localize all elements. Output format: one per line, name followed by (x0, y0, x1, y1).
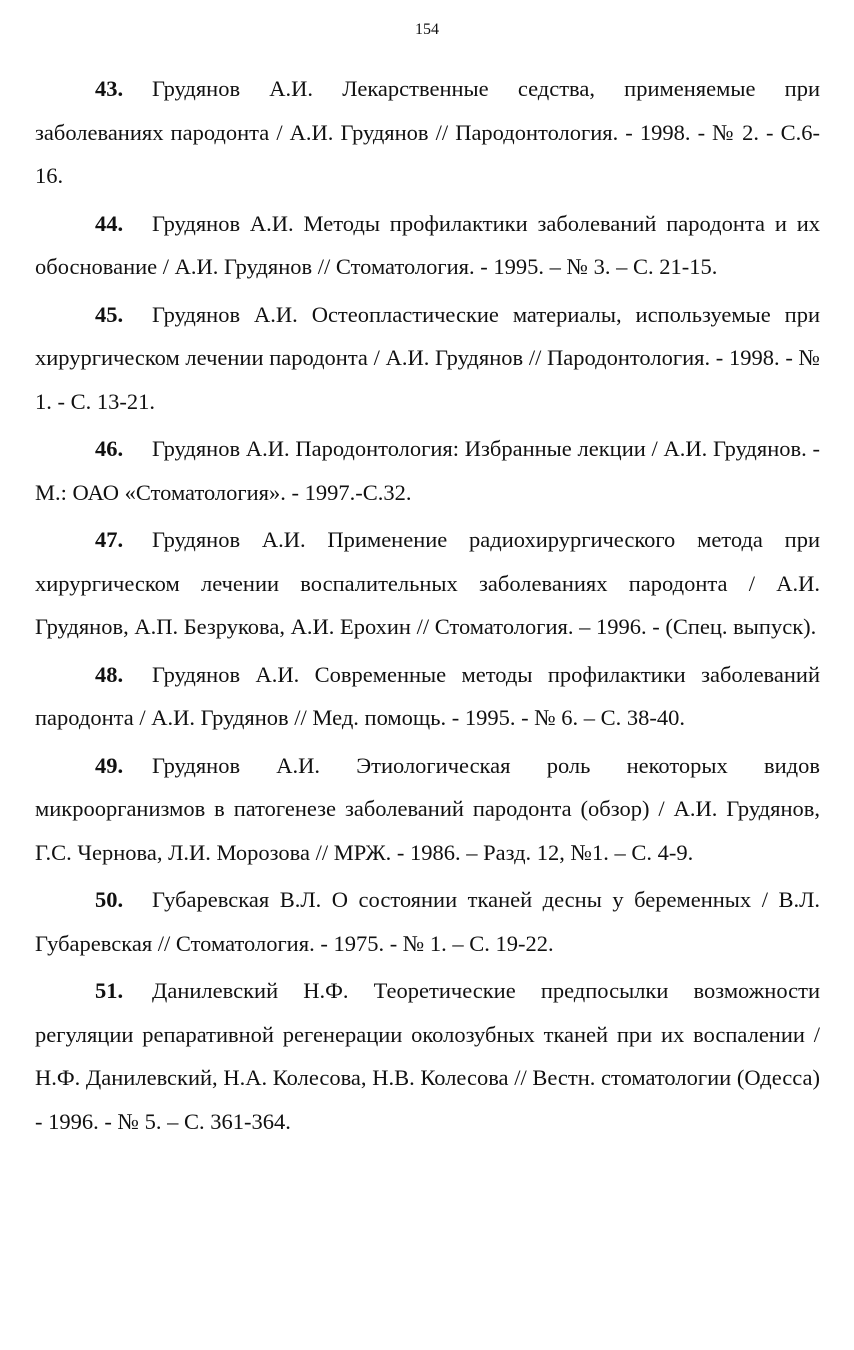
entry-text: Грудянов А.И. Этиологическая роль некоторых видов микроорганизмов в патогенезе заболеваний пародонта (обзор) / А.И. Грудянов, Г.С. Чернова, Л.И. Морозова // МРЖ. - 1986. – Разд. 12, №1. – С. 4-9. (35, 752, 820, 865)
bibliography-entry (35, 744, 820, 875)
bibliography-entry (35, 293, 820, 424)
entry-number: 43. (95, 76, 124, 101)
bibliography-entry (35, 202, 820, 289)
entry-number: 44. (95, 210, 124, 236)
bibliography-entry (35, 518, 820, 649)
bibliography-entry (35, 653, 820, 740)
entry-text: Данилевский Н.Ф. Теоретические предпосылки возможности регуляции репаративной регенерации околозубных тканей при их воспалении / Н.Ф. Данилевский, Н.А. Колесова, Н.В. Колесова // Вестн. стоматологии (Одесса) - 1996. - № 5. – С. 361-364. (35, 978, 820, 1134)
bibliography-entry (35, 427, 820, 514)
entry-text: Грудянов А.И. Остеопластические материалы, используемые при хирургическом лечении пародонта / А.И. Грудянов // Пародонтология. - 1998. - № 1. - С. 13-21. (35, 301, 820, 414)
entry-number: 48. (95, 661, 124, 687)
entry-number: 45. (95, 301, 124, 327)
page-number: 154 (415, 21, 439, 38)
bibliography-list (35, 67, 820, 1147)
bibliography-entry (35, 878, 820, 965)
entry-text: Грудянов А.И. Методы профилактики заболеваний пародонта и их обоснование / А.И. Грудянов // Стоматология. - 1995. – № 3. – С. 21-15. (35, 210, 820, 279)
bibliography-entry (35, 67, 820, 198)
entry-number: 49. (95, 752, 124, 778)
bibliography-entry (35, 969, 820, 1143)
entry-number: 47. (95, 527, 124, 552)
entry-text: Грудянов А.И. Современные методы профилактики заболеваний пародонта / А.И. Грудянов // Мед. помощь. - 1995. - № 6. – С. 38-40. (35, 661, 820, 730)
entry-number: 46. (95, 436, 124, 461)
entry-number: 51. (95, 978, 124, 1003)
entry-text: Грудянов А.И. Лекарственные седства, применяемые при заболеваниях пародонта / А.И. Грудянов // Пародонтология. - 1998. - № 2. - С.6-16. (35, 76, 820, 188)
entry-text: Грудянов А.И. Пародонтология: Избранные лекции / А.И. Грудянов. - М.: ОАО «Стоматология». - 1997.-С.32. (35, 436, 820, 505)
entry-number: 50. (95, 887, 124, 912)
entry-text: Грудянов А.И. Применение радиохирургического метода при хирургическом лечении воспалительных заболеваниях пародонта / А.И. Грудянов, А.П. Безрукова, А.И. Ерохин // Стоматология. – 1996. - (Спец. выпуск). (35, 527, 820, 639)
entry-text: Губаревская В.Л. О состоянии тканей десны у беременных / В.Л. Губаревская // Стоматология. - 1975. - № 1. – С. 19-22. (35, 887, 820, 956)
